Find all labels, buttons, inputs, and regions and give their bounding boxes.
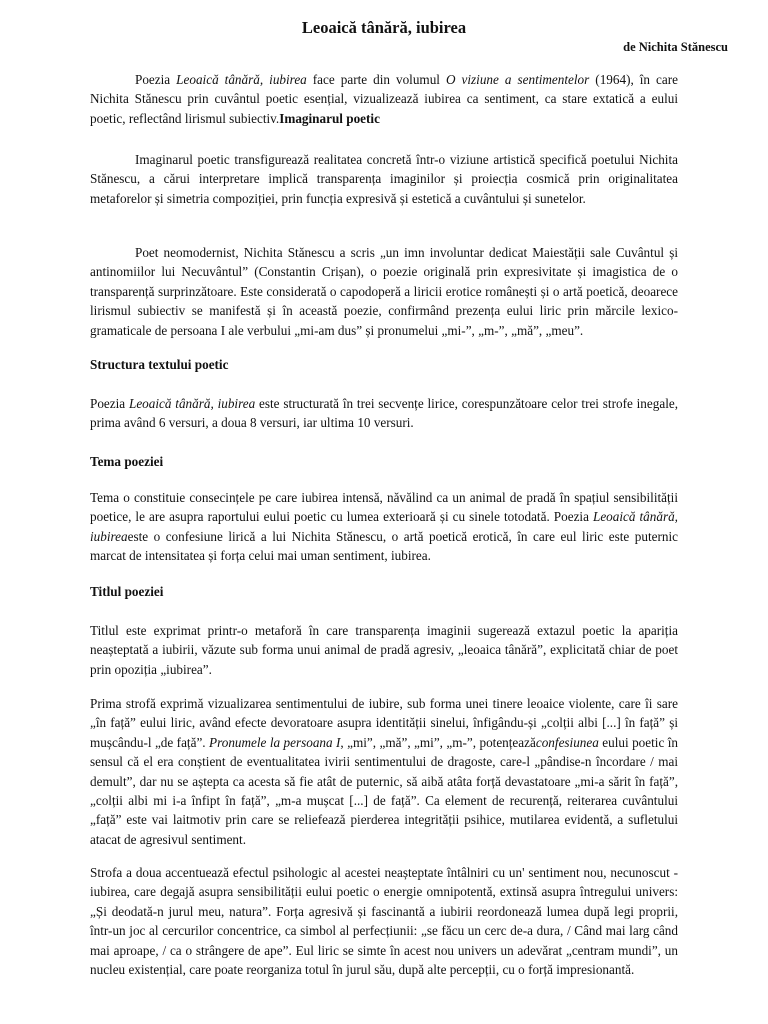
poem-title-italic: Leoaică tânără, iubirea bbox=[176, 72, 307, 87]
text-run: este structurată în trei secvențe lirice, corespunzătoare celor trei strofe inegale, prima având 6 versuri, a doua 8 versuri, iar ultima 10 versuri. bbox=[90, 396, 679, 431]
section-heading-structura: Structura textului poetic bbox=[90, 357, 229, 372]
italic-phrase: Pronumele la persoana I bbox=[209, 734, 341, 750]
italic-word: confesiunea bbox=[535, 734, 599, 750]
paragraph-imaginar: Imaginarul poetic transfigurează realitatea concretă într-o viziune artistică specifică poetului Nichita Stănescu, a cărui interpretare implică transparența imaginilor și proiecția cosmică prin originalitatea metaforelor și simetria compoziției, prin funcția expresivă și estetică a cuvântului și sunetelor. bbox=[90, 152, 678, 206]
author-line: de Nichita Stănescu bbox=[623, 40, 728, 54]
text-run: eului poetic în sensul că el era conștient de eventualitatea ivirii sentimentului de dragoste, care-l „pândise-n încordare / mai demult”, dar nu se aștepta ca acesta să fie atât de puternic, să aibă atâta forță devastatoare „mi-a sărit în față”, „colții albi mi i-a înfipt în față”, „m-a mușcat [...] de față”. Ca element de recurență, reiterarea cuvântului „față” este vai laitmotiv prin care se reliefează pierderea integrității psihice, mutilarea evidentă, a sufletului atacat de agresivul sentiment. bbox=[90, 734, 678, 847]
text-run: Prima strofă exprimă vizualizarea sentimentului de iubire, sub forma unei tinere leoaice violente, care îi sare „în față” eului liric, având efecte devoratoare asupra identității sinelui, înfigându-și „colții albi [...] în față” și mușcându-l „de față”. bbox=[90, 696, 678, 750]
paragraph-strofa-doua: Strofa a doua accentuează efectul psihologic al acestei neașteptate întâlniri cu un' sentiment nou, necunoscut - iubirea, care degajă asupra sensibilității eului poetic o energie omnipotentă, extinsă asupra întregului univers: „Și deodată-n jurul meu, natura”. Forța agresivă și fascinantă a iubirii reordonează lumea după legi proprii, într-un joc al cercurilor concentrice, ca simbol al perfecțiunii: „se făcu un cerc de-a dura, / Când mai larg când mai aproape, / ca o strângere de ape”. Eul liric se simte în acest nou univers un adevărat „centram mundi”, un nucleu existențial, care poate reorganiza totul în jurul său, după alte percepții, cu o forță impresionantă. bbox=[90, 865, 678, 978]
text-run: Poezia bbox=[90, 396, 129, 411]
text-run: Poezia bbox=[135, 72, 177, 87]
text-run: face parte din volumul bbox=[306, 72, 446, 87]
paragraph-prima-strofa bbox=[90, 694, 678, 849]
text-run: este o confesiune lirică a lui Nichita Stănescu, o artă poetică erotică, în care eul liric este puternic marcat de intensitatea și forța celui mai uman sentiment, iubirea. bbox=[90, 528, 678, 564]
section-heading-tema: Tema poeziei bbox=[90, 454, 164, 469]
paragraph-tema bbox=[90, 488, 678, 566]
text-run: (1964), în care Nichita Stănescu prin cuvântul poetic esențial, vizualizează iubirea ca sentiment, ca stare extatică a eului poetic, reflectând lirismul subiectiv. bbox=[90, 72, 678, 126]
text-run: , „mi”, „mă”, „mi”, „m-”, potențează bbox=[340, 734, 536, 750]
paragraph-intro bbox=[90, 70, 678, 128]
text-run: Tema o constituie consecințele pe care iubirea intensă, năvălind ca un animal de pradă în spațiul sensibilității poetice, le are asupra raportului eului poetic cu lumea exterioară și cu sinele totodată. Poezia bbox=[90, 490, 678, 525]
page-title: Leoaică tânără, iubirea bbox=[301, 18, 467, 37]
paragraph-titlul: Titlul este exprimat printr-o metaforă în care transparența imaginii sugerează extazul poetic la apariția neașteptată a iubirii, văzute sub forma unui animal de pradă agresiv, „leoaica tânără”, explicitată chiar de poet prin opoziția „iubirea”. bbox=[90, 623, 678, 677]
paragraph-structura bbox=[90, 394, 678, 433]
poem-title-italic: Leoaică tânără, iubirea bbox=[90, 509, 678, 544]
inline-heading: Imaginarul poetic bbox=[279, 110, 380, 126]
volume-title-italic: O viziune a sentimentelor bbox=[445, 72, 590, 87]
section-heading-titlul: Titlul poeziei bbox=[90, 584, 164, 599]
poem-title-italic: Leoaică tânără, iubirea bbox=[128, 396, 256, 411]
paragraph-neomodernist: Poet neomodernist, Nichita Stănescu a scris „un imn involuntar dedicat Maiestății sale Cuvântul și antinomiilor lui Necuvântul” (Constantin Crișan), o poezie originală prin expresivitate și imagistica de o transparență surprinzătoare. Este considerată o capodoperă a liricii erotice românești și o artă poetică, deoarece lirismul subiectiv se manifestă și în această poezie, confirmând prezența eului liric prin mărcile lexico-gramaticale de persoana I ale verbului „mi-am dus” și pronumelui „mi-”, „m-”, „mă”, „meu”. bbox=[90, 245, 678, 338]
